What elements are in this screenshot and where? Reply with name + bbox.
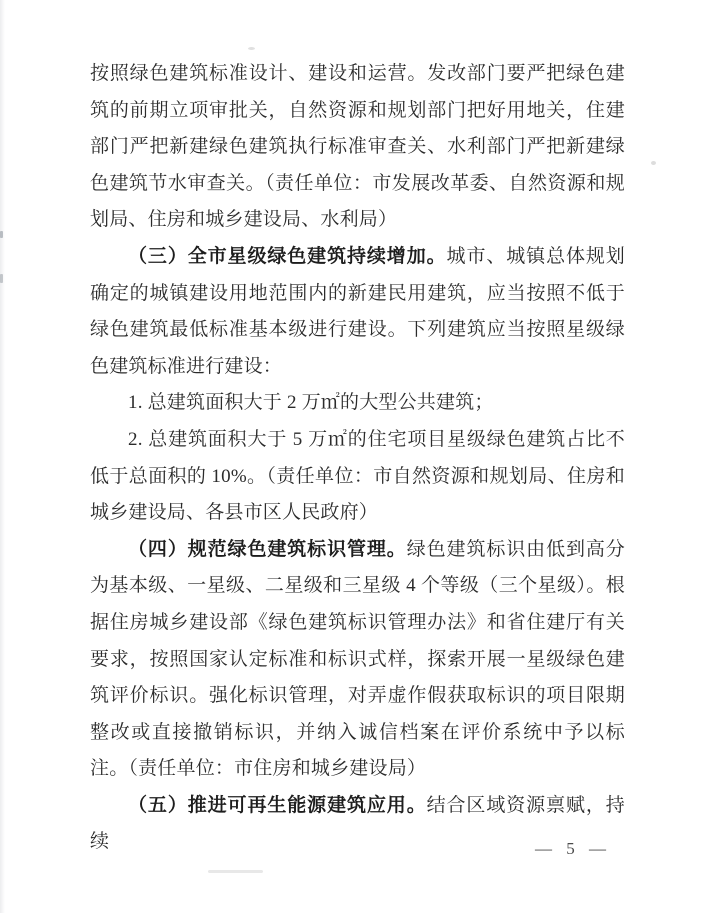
paragraph-text-segment: 城市、城镇总体规划确定的城镇建设用地范围内的新建民用建筑，应当按照不低于绿色建筑最低标准基本级进行建设。下列建筑应当按照星级绿色建筑标准进行建设：: [90, 245, 625, 377]
scan-edge-artifact: [0, 231, 3, 238]
paragraph-text-segment: 1. 总建筑面积大于 2 万㎡的大型公共建筑；: [128, 392, 494, 414]
paragraph-heading-segment: （四）规范绿色建筑标识管理。: [128, 538, 407, 560]
paragraph: [90, 532, 625, 788]
paragraph: [90, 56, 625, 239]
paragraph-text-segment: 结合区域资源禀赋，持续: [90, 794, 625, 853]
paragraph-heading-segment: （三）全市星级绿色建筑持续增加。: [128, 245, 447, 267]
document-text-block: [90, 56, 625, 861]
scan-speck-artifact: [248, 47, 255, 50]
paragraph-text-segment: 2. 总建筑面积大于 5 万㎡的住宅项目星级绿色建筑占比不低于总面积的 10%。（责任单位：市自然资源和规划局、住房和城乡建设局、各县市区人民政府）: [90, 428, 625, 524]
paragraph: [90, 385, 625, 422]
paragraph-heading-segment: （五）推进可再生能源建筑应用。: [128, 794, 427, 816]
page-number: — 5 —: [535, 839, 611, 858]
scan-edge-artifact: [0, 274, 3, 283]
paragraph: [90, 422, 625, 532]
scan-speck-artifact: [651, 161, 656, 165]
scan-smudge-artifact: [208, 870, 263, 873]
paragraph-text-segment: 按照绿色建筑标准设计、建设和运营。发改部门要严把绿色建筑的前期立项审批关，自然资源和规划部门把好用地关，住建部门严把新建绿色建筑执行标准审查关、水利部门严把新建绿色建筑节水审查关。（责任单位：市发展改革委、自然资源和规划局、住房和城乡建设局、水利局）: [90, 63, 625, 231]
paragraph-text-segment: 绿色建筑标识由低到高分为基本级、一星级、二星级和三星级 4 个等级（三个星级）。根据住房城乡建设部《绿色建筑标识管理办法》和省住建厅有关要求，按照国家认定标准和标识式样，探索开展一星级绿色建筑评价标识。强化标识管理，对弄虚作假获取标识的项目限期整改或直接撤销标识，并纳入诚信档案在评价系统中予以标注。（责任单位：市住房和城乡建设局）: [90, 538, 625, 780]
paragraph: [90, 239, 625, 385]
